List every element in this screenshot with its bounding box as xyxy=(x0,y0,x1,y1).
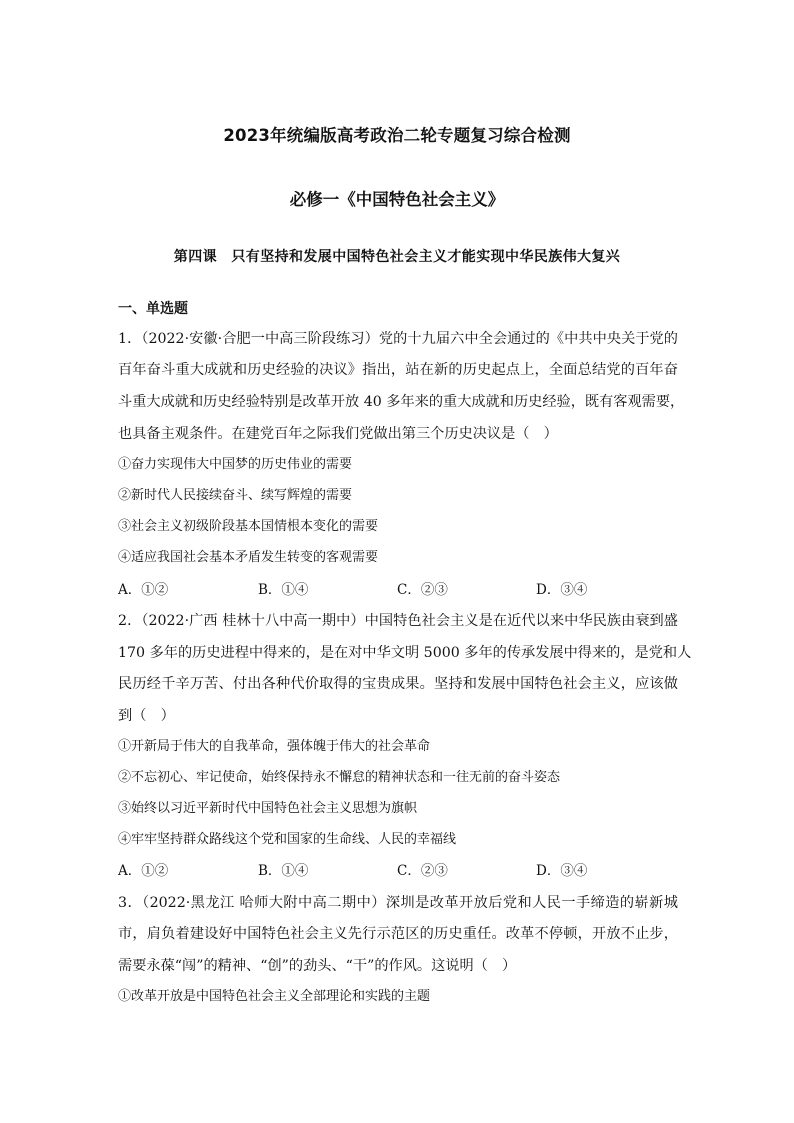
choice-c: C．②③ xyxy=(397,582,448,598)
question-2-statement: ②不忘初心、牢记使命，始终保持永不懈怠的精神状态和一往无前的奋斗姿态 xyxy=(118,770,561,785)
choice-d: D．③④ xyxy=(536,582,588,598)
question-1-statement: ①奋力实现伟大中国梦的历史伟业的需要 xyxy=(118,457,353,472)
choice-d: D．③④ xyxy=(536,863,588,879)
question-2-choices xyxy=(118,861,678,881)
choice-b: B．①④ xyxy=(258,582,309,598)
choice-a: A．①② xyxy=(118,863,169,879)
question-1-text-line: 1．（2022·安徽·合肥一中高三阶段练习）党的十九届六中全会通过的《中共中央关于党的 xyxy=(118,331,678,347)
question-1-statement: ③社会主义初级阶段基本国情根本变化的需要 xyxy=(118,519,379,534)
question-3-text-line: 3．（2022·黑龙江 哈师大附中高二期中）深圳是改革开放后党和人民一手缔造的崭新城 xyxy=(118,895,678,911)
question-2-text-line: 民历经千辛万苦、付出各种代价取得的宝贵成果。坚持和发展中国特色社会主义，应该做 xyxy=(118,676,678,692)
choice-c: C．②③ xyxy=(397,863,448,879)
question-3-text-line: 需要永葆“闯”的精神、“创”的劲头、“干”的作风。这说明（ ） xyxy=(118,958,517,974)
question-3-text-line: 市，肩负着建设好中国特色社会主义先行示范区的历史重任。改革不停顿，开放不止步， xyxy=(118,926,678,942)
question-2-statement: ③始终以习近平新时代中国特色社会主义思想为旗帜 xyxy=(118,801,418,816)
document-subtitle: 必修一《中国特色社会主义》 xyxy=(289,190,505,209)
question-2-statement: ①开新局于伟大的自我革命，强体魄于伟大的社会革命 xyxy=(118,739,431,754)
question-2-statement: ④牢牢坚持群众路线这个党和国家的生命线、人民的幸福线 xyxy=(118,832,457,847)
question-1-text-line: 也具备主观条件。在建党百年之际我们党做出第三个历史决议是（ ） xyxy=(118,426,558,442)
question-2-text-line: 到（ ） xyxy=(118,708,175,724)
question-1-text-line: 斗重大成就和历史经验特别是改革开放 40 多年来的重大成就和历史经验，既有客观需要， xyxy=(118,394,685,410)
question-1-statement: ②新时代人民接续奋斗、续写辉煌的需要 xyxy=(118,488,353,503)
document-title: 2023年统编版高考政治二轮专题复习综合检测 xyxy=(223,126,571,145)
section-heading: 一、单选题 xyxy=(118,301,188,317)
choice-a: A．①② xyxy=(118,582,169,598)
question-1-choices xyxy=(118,580,678,600)
lesson-title: 第四课 只有坚持和发展中国特色社会主义才能实现中华民族伟大复兴 xyxy=(173,249,621,265)
question-2-text-line: 2．（2022·广西 桂林十八中高一期中）中国特色社会主义是在近代以来中华民族由衰到盛 xyxy=(118,613,678,629)
question-1-statement: ④适应我国社会基本矛盾发生转变的客观需要 xyxy=(118,550,379,565)
choice-b: B．①④ xyxy=(258,863,309,879)
question-2-text-line: 170 多年的历史进程中得来的，是在对中华文明 5000 多年的传承发展中得来的，是党和人 xyxy=(118,645,692,661)
question-1-text-line: 百年奋斗重大成就和历史经验的决议》指出，站在新的历史起点上，全面总结党的百年奋 xyxy=(118,362,678,378)
question-3-statement: ①改革开放是中国特色社会主义全部理论和实践的主题 xyxy=(118,989,431,1004)
